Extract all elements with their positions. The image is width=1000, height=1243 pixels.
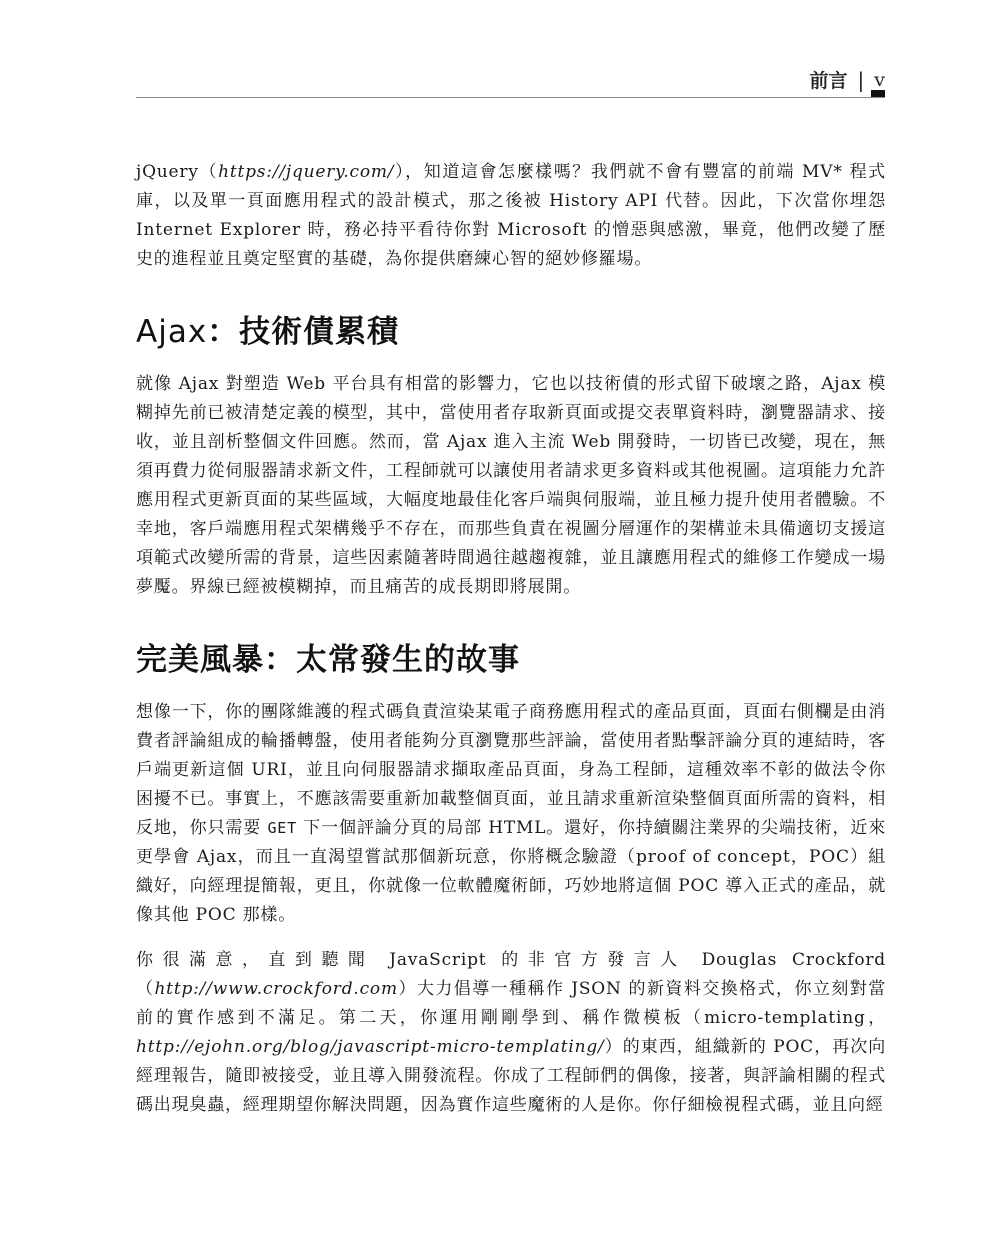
running-head-separator: | [857,67,865,92]
page-number: v [874,68,885,91]
header-rule [136,97,885,98]
page-body [136,158,886,1136]
section-heading-perfect-storm: 完美風暴：太常發生的故事 [136,642,520,678]
running-head [810,66,886,93]
intro-paragraph: jQuery（https://jquery.com/），知道這會怎麼樣嗎？我們就不會有豐富的前端 MV* 程式庫，以及單一頁面應用程式的設計模式，那之後被 History API 代替。因此，下次當你埋怨 Internet Explorer 時，務必持平看待你對 Microsoft 的憎惡與感激，畢竟，他們改變了歷史的進程並且奠定堅實的基礎，為你提供磨練心智的絕妙修羅場。 [136,162,886,269]
page-edge-tab [871,90,885,97]
inline-code-get: GET [267,819,297,837]
ajax-paragraph: 就像 Ajax 對塑造 Web 平台具有相當的影響力，它也以技術債的形式留下破壞之路，Ajax 模糊掉先前已被清楚定義的模型，其中，當使用者存取新頁面或提交表單資料時，瀏覽器請求、接收，並且剖析整個文件回應。然而，當 Ajax 進入主流 Web 開發時，一切皆已改變，現在，無須再費力從伺服器請求新文件，工程師就可以讓使用者請求更多資料或其他視圖。這項能力允許應用程式更新頁面的某些區域，大幅度地最佳化客戶端與伺服端，並且極力提升使用者體驗。不幸地，客戶端應用程式架構幾乎不存在，而那些負責在視圖分層運作的架構並未具備適切支援這項範式改變所需的背景，這些因素隨著時間過往越趨複雜，並且讓應用程式的維修工作變成一場夢魘。界線已經被模糊掉，而且痛苦的成長期即將展開。 [136,374,886,597]
story-paragraph-1: 想像一下，你的團隊維護的程式碼負責渲染某電子商務應用程式的產品頁面，頁面右側欄是由消費者評論組成的輪播轉盤，使用者能夠分頁瀏覽那些評論，當使用者點擊評論分頁的連結時，客戶端更新這個 URI，並且向伺服器請求擷取產品頁面，身為工程師，這種效率不彰的做法令你困擾不已。事實上，不應該需要重新加載整個頁面，並且請求重新渲染整個頁面所需的資料，相反地，你只需要 GET 下一個評論分頁的局部 HTML。還好，你持續關注業界的尖端技術，近來更學會 Ajax，而且一直渴望嘗試那個新玩意，你將概念驗證（proof of concept，POC）組織好，向經理提簡報，更且，你就像一位軟體魔術師，巧妙地將這個 POC 導入正式的產品，就像其他 POC 那樣。 [136,702,887,925]
running-head-section: 前言 [809,70,848,92]
jquery-link[interactable]: https://jquery.com/ [218,162,395,182]
crockford-link[interactable]: http://www.crockford.com [154,979,398,999]
ejohn-link[interactable]: http://ejohn.org/blog/javascript-micro-templating/ [136,1037,605,1057]
story-paragraph-2: 你很滿意，直到聽聞 JavaScript 的非官方發言人 Douglas Crockford（http://www.crockford.com）大力倡導一種稱作 JSON 的新資料交換格式，你立刻對當前的實作感到不滿足。第二天，你運用剛剛學到、稱作微模板（micro-templating，http://ejohn.org/blog/javascript-micro-templating/）的東西，組織新的 POC，再次向經理報告，隨即被接受，並且導入開發流程。你成了工程師們的偶像，接著，與評論相關的程式碼出現臭蟲，經理期望你解決問題，因為實作這些魔術的人是你。你仔細檢視程式碼，並且向經 [136,950,886,1115]
section-heading-ajax: Ajax：技術債累積 [136,314,400,350]
